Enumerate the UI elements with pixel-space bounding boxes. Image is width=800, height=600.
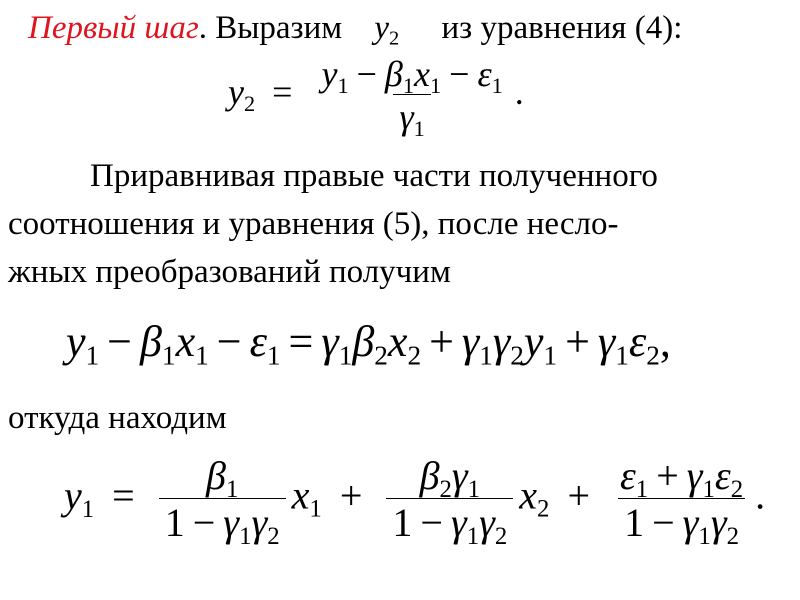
intro-text-a: . Выразим — [198, 10, 343, 46]
equation-y1: $y_1$ = $\frac{\beta_1}{1 - \gamma_1\gamma_2}$ $x_1$ + $\frac{\beta_2\gamma_1}{1 - \gamma_1\gamma_2}$ $x_2$ + $\frac{\varepsilon_1 + \gamma_1\varepsilon_2}{1 - \gamma_1\gamma_2}$ . — [64, 453, 766, 550]
eq3-fraction-1: $\frac{\beta_1}{1 - \gamma_1\gamma_2}$ — [159, 456, 286, 543]
intro-line — [28, 10, 683, 50]
eq3-fraction-2: $\frac{\beta_2\gamma_1}{1 - \gamma_1\gamma_2}$ — [386, 456, 513, 543]
equation-y2: $y_2$ = $\frac{y_1 - \beta_1x_1 - \varepsilon_1}{\gamma_1}$ . — [228, 54, 524, 142]
step-label: Первый шаг — [28, 10, 199, 46]
equation-intermediate: $y_1 - \beta_1x_1 - \varepsilon_1 = \gamma_1\beta_2x_2 + \gamma_1\gamma_2y_1 + \gamma_1\varepsilon_2$, — [66, 317, 671, 371]
paragraph-line-1: Приравнивая правые части полученного — [90, 158, 658, 194]
eq1-fraction: $\frac{y_1 - \beta_1x_1 - \varepsilon_1}{\gamma_1}$ — [321, 54, 503, 142]
inline-variable: $y_2$ — [374, 10, 400, 50]
otkuda-line: откуда находим — [8, 400, 227, 436]
eq1-lhs: $y_2$ — [228, 71, 256, 116]
intro-text-b: из уравнения (4): — [441, 10, 683, 46]
eq3-fraction-3: $\frac{\varepsilon_1 + \gamma_1\varepsilon_2}{1 - \gamma_1\gamma_2}$ — [620, 453, 744, 550]
paragraph-line-2: соотношения и уравнения (5), после несло- — [8, 206, 619, 242]
paragraph-line-3: жных преобразований получим — [8, 254, 451, 290]
